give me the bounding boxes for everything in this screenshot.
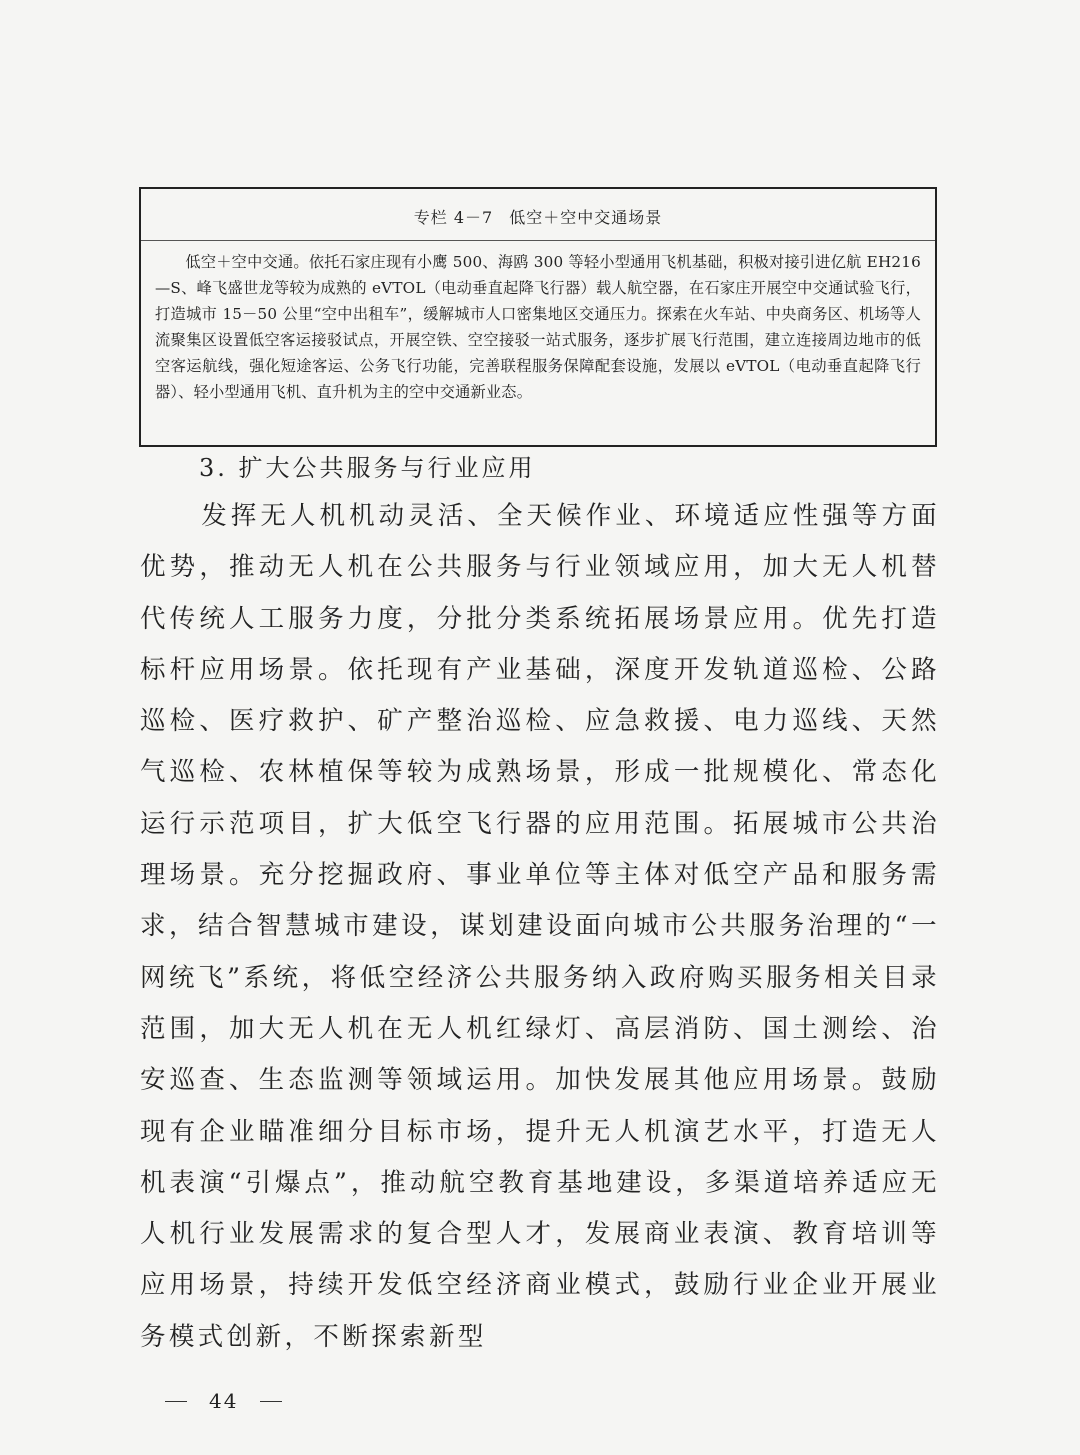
page-number: 44 bbox=[209, 1389, 239, 1413]
left-dash bbox=[165, 1401, 187, 1402]
right-dash bbox=[260, 1401, 282, 1402]
page-number-footer bbox=[165, 1389, 282, 1413]
body-paragraph: 发挥无人机机动灵活、全天候作业、环境适应性强等方面优势，推动无人机在公共服务与行业领域应用，加大无人机替代传统人工服务力度，分批分类系统拓展场景应用。优先打造标杆应用场景。依托现有产业基础，深度开发轨道巡检、公路巡检、医疗救护、矿产整治巡检、应急救援、电力巡线、天然气巡检、农林植保等较为成熟场景，形成一批规模化、常态化运行示范项目，扩大低空飞行器的应用范围。拓展城市公共治理场景。充分挖掘政府、事业单位等主体对低空产品和服务需求，结合智慧城市建设，谋划建设面向城市公共服务治理的“一网统飞”系统，将低空经济公共服务纳入政府购买服务相关目录范围，加大无人机在无人机红绿灯、高层消防、国土测绘、治安巡查、生态监测等领域运用。加快发展其他应用场景。鼓励现有企业瞄准细分目标市场，提升无人机演艺水平，打造无人机表演“引爆点”，推动航空教育基地建设，多渠道培养适应无人机行业发展需求的复合型人才，发展商业表演、教育培训等应用场景，持续开发低空经济商业模式，鼓励行业企业开展业务模式创新，不断探索新型 bbox=[140, 501, 940, 1352]
column-box-body: 低空＋空中交通。依托石家庄现有小鹰 500、海鸥 300 等轻小型通用飞机基础，积极对接引进亿航 EH216—S、峰飞盛世龙等较为成熟的 eVTOL（电动垂直起降飞行器）载人航空器，在石家庄开展空中交通试验飞行，打造城市 15－50 公里“空中出租车”，缓解城市人口密集地区交通压力。探索在火车站、中央商务区、机场等人流聚集区设置低空客运接驳试点，开展空铁、空空接驳一站式服务，逐步扩展飞行范围，建立连接周边地市的低空客运航线，强化短途客运、公务飞行功能，完善联程服务保障配套设施，发展以 eVTOL（电动垂直起降飞行器）、轻小型通用飞机、直升机为主的空中交通新业态。 bbox=[155, 253, 921, 401]
column-box-label: 专栏 4－7 bbox=[413, 208, 494, 227]
column-box-header bbox=[141, 189, 935, 241]
column-box-title: 低空＋空中交通场景 bbox=[509, 208, 663, 227]
section-heading: 3. 扩大公共服务与行业应用 bbox=[199, 454, 536, 482]
feature-column-box bbox=[139, 187, 937, 447]
